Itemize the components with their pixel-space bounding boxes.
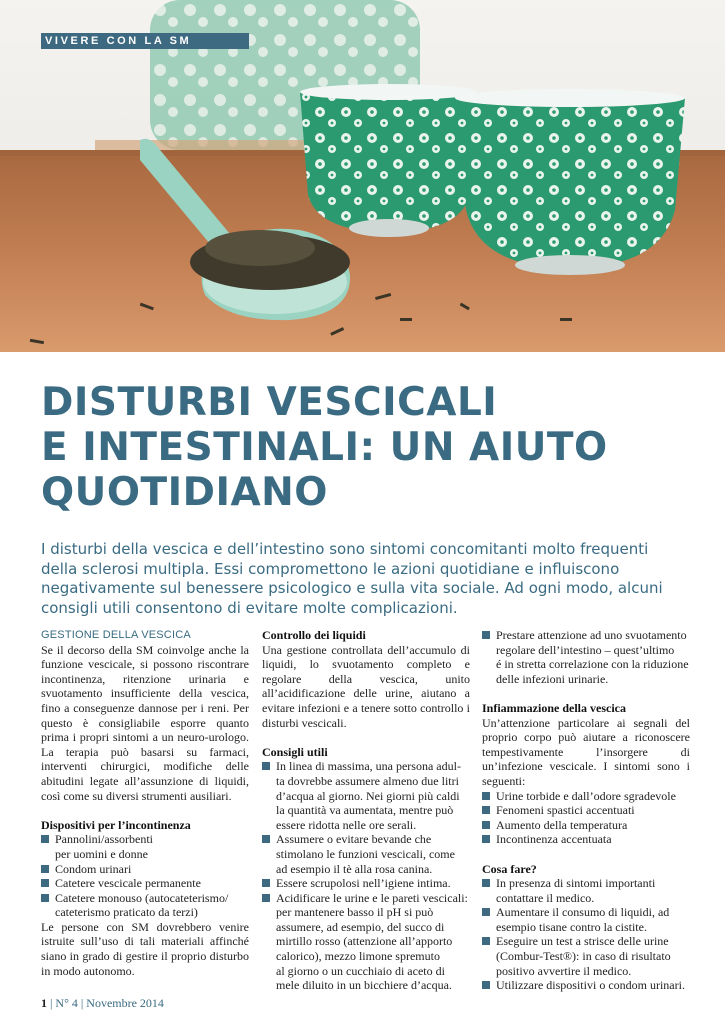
list-item-line: (Combur-Test®): in caso di risultato <box>496 949 671 964</box>
list-item-line: In presenza di sintomi importanti <box>496 876 656 891</box>
title-line-3: QUOTIDIANO <box>41 470 328 515</box>
inflammation-heading: Infiammazione della vescica <box>482 700 626 715</box>
list-item-line: Aumentare il consumo di liquidi, ad <box>496 905 670 920</box>
list-item <box>482 876 690 905</box>
list-item <box>262 891 470 993</box>
devices-heading: Dispositivi per l’incontinenza <box>41 817 191 832</box>
header-photo <box>0 0 725 352</box>
symptoms-list <box>482 789 690 847</box>
list-item <box>41 876 249 891</box>
list-item-line: Essere scrupolosi nell’igiene intima. <box>276 876 451 891</box>
inflammation-text: Un’attenzione particolare ai segnali del proprio corpo può aiutare a riconoscere tempestivamente l’insorgere di un’infezione vescicale. I sintomi sono i seguenti: <box>482 715 690 788</box>
list-item <box>41 891 249 920</box>
page-number: 1 <box>41 996 47 1010</box>
bladder-intro: Se il decorso della SM coinvolge anche la funzione vescicale, si possono riscontrare incontinenza, ritenzione urinaria e svuotamento insufficiente della vescica, fino a conseguenze dannose per i reni. Per questo è consigliabile esporre quanto prima i propri sintomi a un neuro-urologo. La terapia può basarsi su farmaci, interventi chirurgici, modifiche delle abitudini legate all’assunzione di liquidi, così come su diversi strumenti ausiliari. <box>41 642 249 803</box>
list-item-line: Pannolini/assorbenti <box>55 832 153 847</box>
column-2 <box>262 628 470 993</box>
list-item <box>482 978 690 993</box>
title-line-2: E INTESTINALI: UN AIUTO <box>41 425 608 470</box>
list-item-line: d’acqua al giorno. Nei giorni più caldi <box>276 788 460 803</box>
liquids-heading: Controllo dei liquidi <box>262 628 366 642</box>
todo-heading: Cosa fare? <box>482 861 537 876</box>
footer-separator: | <box>50 996 53 1010</box>
tips-list <box>262 759 470 993</box>
list-item <box>482 803 690 818</box>
issue-number: N° 4 <box>55 996 78 1010</box>
list-item-line: Prestare attenzione ad uno svuotamento <box>496 628 687 642</box>
list-item-line: In linea di massima, una persona adul- <box>276 759 461 774</box>
list-item-line: Catetere monouso (autocateterismo/ <box>55 890 229 905</box>
bowel-list <box>482 628 690 686</box>
tips-heading: Consigli utili <box>262 744 328 759</box>
devices-outro: Le persone con SM dovrebbero venire istruite sull’uso di tali materiali affinché siano in grado di gestire il proprio disturbo in modo autonomo. <box>41 919 249 978</box>
list-item <box>41 862 249 877</box>
list-item-line: Incontinenza accentuata <box>496 832 612 847</box>
list-item <box>262 759 470 832</box>
list-item-line: la quantità va aumentata, mentre può <box>276 803 454 818</box>
list-item <box>262 832 470 876</box>
list-item <box>482 934 690 978</box>
list-item-line: delle infezioni urinarie. <box>496 671 609 686</box>
list-item-line: assumere, ad esempio, del succo di <box>276 919 445 934</box>
list-item-line: cateterismo praticato da terzi) <box>55 905 198 920</box>
bladder-section-heading: GESTIONE DELLA VESCICA <box>41 629 191 641</box>
section-tag: VIVERE CON LA SM <box>41 33 249 49</box>
page-footer <box>41 996 164 1011</box>
liquids-text: Una gestione controllata dell’accumulo di liquidi, lo svuotamento completo e regolare della vescica, unito all’acidificazione delle urine, aiutano a evitare infezioni e a tenere sotto controllo i disturbi vescicali. <box>262 642 470 730</box>
list-item <box>482 905 690 934</box>
issue-date: Novembre 2014 <box>86 996 164 1010</box>
footer-separator: | <box>80 996 84 1010</box>
list-item-line: Fenomeni spastici accentuati <box>496 803 635 818</box>
list-item-line: mirtillo rosso (attenzione all’apporto <box>276 934 453 949</box>
list-item-line: Eseguire un test a strisce delle urine <box>496 934 669 949</box>
list-item <box>482 789 690 804</box>
list-item <box>482 832 690 847</box>
article-title <box>41 380 691 515</box>
list-item-line: Aumento della temperatura <box>496 817 628 832</box>
list-item-line: per uomini e donne <box>55 846 148 861</box>
list-item-line: Condom urinari <box>55 861 132 876</box>
list-item-line: Catetere vescicale permanente <box>55 876 201 891</box>
list-item-line: esempio tisane contro la cistite. <box>496 919 647 934</box>
list-item-line: stimolano le funzioni vescicali, come <box>276 846 455 861</box>
list-item <box>482 628 690 686</box>
list-item-line: Utilizzare dispositivi o condom urinari. <box>496 978 685 993</box>
title-line-1: DISTURBI VESCICALI <box>41 380 498 425</box>
list-item <box>482 818 690 833</box>
list-item-line: contattare il medico. <box>496 890 595 905</box>
list-item-line: regolare dell’intestino – quest’ultimo <box>496 642 675 657</box>
list-item-line: per mantenere basso il pH si può <box>276 905 434 920</box>
list-item-line: mele diluito in un bicchiere d’acqua. <box>276 978 452 993</box>
list-item-line: Assumere o evitare bevande che <box>276 832 432 847</box>
list-item-line: al giorno o un cucchiaio di aceto di <box>276 963 445 978</box>
tea-cups-illustration <box>0 0 725 352</box>
list-item-line: é in stretta correlazione con la riduzione <box>496 657 689 672</box>
list-item <box>41 832 249 861</box>
column-1 <box>41 628 249 978</box>
list-item-line: ad esempio il tè alla rosa canina. <box>276 861 433 876</box>
todo-list <box>482 876 690 993</box>
article-lede: I disturbi della vescica e dell’intestino sono sintomi concomitanti molto frequenti della sclerosi multipla. Essi compromettono le azioni quotidiane e influiscono negativamente sul benessere psicologico e sulla vita sociale. Ad ogni modo, alcuni consigli utili consentono di evitare molte complicazioni. <box>41 540 663 617</box>
list-item-line: essere ridotta nelle ore serali. <box>276 817 417 832</box>
list-item-line: calorico), mezzo limone spremuto <box>276 949 440 964</box>
list-item <box>262 876 470 891</box>
list-item-line: Urine torbide e dall’odore sgradevole <box>496 788 676 803</box>
list-item-line: Acidificare le urine e le pareti vescicali: <box>276 890 468 905</box>
list-item-line: ta dovrebbe assumere almeno due litri <box>276 773 459 788</box>
list-item-line: positivo avvertire il medico. <box>496 963 632 978</box>
devices-list <box>41 832 249 920</box>
column-3 <box>482 628 690 993</box>
